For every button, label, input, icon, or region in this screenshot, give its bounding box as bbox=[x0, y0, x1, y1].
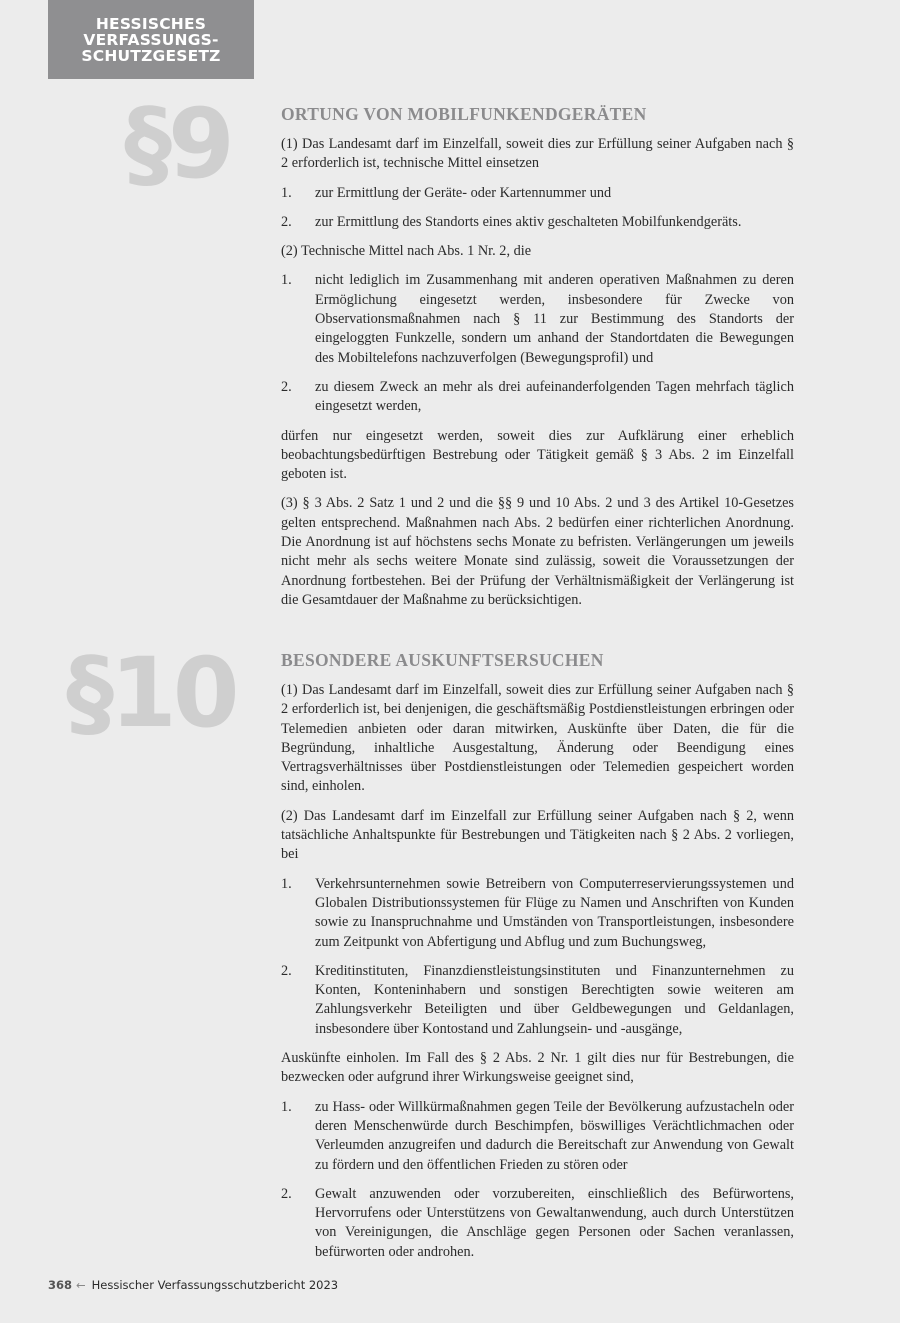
list-number: 2. bbox=[281, 213, 292, 230]
list-text: zu Hass- oder Willkürmaßnahmen gegen Teile der Bevölkerung aufzustacheln oder deren Menschenwürde durch Beschimpfen, böswilliges Verächtlichmachen oder Verleumden anzugreifen und dadurch die Bereitschaft zur Anwendung von Gewalt zu fördern und den öffentlichen Frieden zu stören oder bbox=[315, 1098, 794, 1173]
list-item bbox=[281, 875, 794, 952]
list-item bbox=[281, 271, 794, 367]
list-number: 2. bbox=[281, 962, 292, 979]
paragraph: (3) § 3 Abs. 2 Satz 1 und 2 und die §§ 9 und 10 Abs. 2 und 3 des Artikel 10-Gesetzes gelten entsprechend. Maßnahmen nach Abs. 2 bedürfen einer richterlichen Anordnung. Die Anordnung ist auf höchstens sechs Monate zu befristen. Verlängerungen um jeweils nicht mehr als sechs weitere Monate sind zulässig, soweit die Voraussetzungen der Anordnung fortbestehen. Bei der Prüfung der Verhältnismäßigkeit der Verlängerung ist die Gesamtdauer der Maßnahme zu berücksichtigen. bbox=[281, 495, 794, 608]
tab-line: HESSISCHES bbox=[95, 15, 207, 33]
list-number: 1. bbox=[281, 272, 292, 289]
list-text: nicht lediglich im Zusammenhang mit anderen operativen Maßnahmen zu deren Ermöglichung eingesetzt werden, insbesondere für Zwecke von Observationsmaßnahmen nach § 11 zur Bestimmung des Standorts der eingeloggten Funkzelle, sondern um anhand der Standortdaten die Bewegungen des Mobiltelefons nachzuverfolgen (Bewegungsprofil) und bbox=[315, 272, 794, 366]
section-number: §10 bbox=[66, 637, 236, 749]
section-title: ORTUNG VON MOBILFUNKENDGERÄTEN bbox=[281, 104, 647, 124]
list-item bbox=[281, 184, 794, 203]
document-category-tab bbox=[48, 0, 254, 79]
paragraph: (1) Das Landesamt darf im Einzelfall, soweit dies zur Erfüllung seiner Aufgaben nach § 2 erforderlich ist, bei denjenigen, die geschäftsmäßig Postdienstleistungen erbringen oder Telemedien anbieten oder daran mitwirken, Auskünfte über Daten, die für die Begründung, inhaltliche Ausgestaltung, Änderung oder Beendigung eines Vertragsverhältnisses über Postdienstleistungen oder Telemedien gespeichert worden sind, einholen. bbox=[281, 682, 794, 795]
list-number: 1. bbox=[281, 184, 292, 201]
list-text: Gewalt anzuwenden oder vorzubereiten, einschließlich des Befürwortens, Hervorrufens oder Unterstützens von Gewaltanwendung, auch durch Unterstützen von Vereinigungen, die Anschläge gegen Personen oder Sachen veranlassen, befürworten oder androhen. bbox=[315, 1185, 794, 1260]
list-number: 2. bbox=[281, 378, 292, 395]
arrow-left-icon: ← bbox=[76, 1278, 86, 1292]
page-number: 368 bbox=[48, 1278, 73, 1292]
list-number: 2. bbox=[281, 1185, 292, 1202]
section-number: §9 bbox=[124, 88, 231, 200]
paragraph: (2) Das Landesamt darf im Einzelfall zur Erfüllung seiner Aufgaben nach § 2, wenn tatsächliche Anhaltspunkte für Bestrebungen und Tätigkeiten nach § 2 Abs. 2 vorliegen, bei bbox=[281, 807, 794, 863]
list-text: Verkehrsunternehmen sowie Betreibern von Computerreservierungssystemen und Globalen Distributionssystemen für Flüge zu Namen und Anschriften von Kunden sowie zu Inanspruchnahme und Umständen von Transportleistungen, insbesondere zum Zeitpunkt von Abfertigung und Abflug und zum Buchungsweg, bbox=[315, 875, 794, 950]
list-number: 1. bbox=[281, 875, 292, 892]
list-item bbox=[281, 378, 794, 417]
list-item bbox=[281, 213, 794, 232]
tab-line: SCHUTZGESETZ bbox=[81, 47, 221, 65]
list-text: Kreditinstituten, Finanzdienstleistungsinstituten und Finanzunternehmen zu Konten, Konteninhabern und sonstigen Berechtigten sowie weiteren am Zahlungsverkehr Beteiligten und über Geldbewegungen und Geldanlagen, insbesondere über Kontostand und Zahlungsein- und -ausgänge, bbox=[315, 962, 794, 1037]
list-text: zur Ermittlung des Standorts eines aktiv geschalteten Mobilfunkendgeräts. bbox=[315, 213, 742, 230]
section-9 bbox=[281, 104, 794, 620]
list-item bbox=[281, 962, 794, 1039]
publication-title: Hessischer Verfassungsschutzbericht 2023 bbox=[91, 1278, 339, 1292]
list-text: zu diesem Zweck an mehr als drei aufeinanderfolgenden Tagen mehrfach täglich eingesetzt werden, bbox=[315, 378, 794, 415]
paragraph: Auskünfte einholen. Im Fall des § 2 Abs. 2 Nr. 1 gilt dies nur für Bestrebungen, die bezwecken oder aufgrund ihrer Wirkungsweise geeignet sind, bbox=[281, 1050, 794, 1086]
paragraph: dürfen nur eingesetzt werden, soweit dies zur Aufklärung einer erheblich beobachtungsbedürftigen Bestrebung oder Tätigkeit gemäß § 3 Abs. 2 im Einzelfall geboten ist. bbox=[281, 427, 794, 483]
list-item bbox=[281, 1098, 794, 1175]
tab-line: VERFASSUNGS- bbox=[83, 31, 219, 49]
list-text: zur Ermittlung der Geräte- oder Kartennummer und bbox=[315, 184, 612, 201]
section-10 bbox=[281, 650, 794, 1272]
paragraph: (1) Das Landesamt darf im Einzelfall, soweit dies zur Erfüllung seiner Aufgaben nach § 2 erforderlich ist, technische Mittel einsetzen bbox=[281, 136, 794, 172]
list-item bbox=[281, 1185, 794, 1262]
list-number: 1. bbox=[281, 1098, 292, 1115]
page-footer bbox=[48, 1278, 338, 1292]
section-title: BESONDERE AUSKUNFTSERSUCHEN bbox=[281, 650, 604, 670]
paragraph: (2) Technische Mittel nach Abs. 1 Nr. 2, die bbox=[281, 243, 532, 260]
